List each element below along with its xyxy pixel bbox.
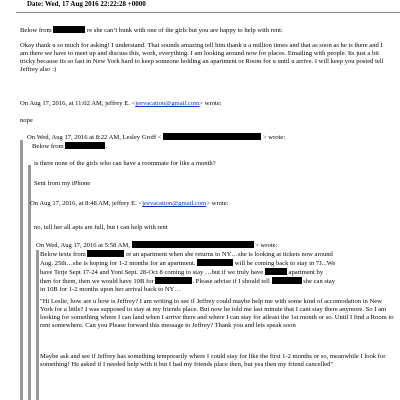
msg2-question: is there none of the girls who can have a roommate for like a month? (34, 160, 216, 167)
msg4-l4c: she can stay (303, 278, 336, 286)
msg3-body: no, tell her all apts are full, but i can help with rent (34, 224, 168, 231)
quote-bar-1 (20, 140, 23, 400)
header-divider (16, 12, 400, 13)
redaction-block (155, 277, 192, 284)
redaction-block (163, 133, 261, 140)
msg4-header-pre: On Wed, Aug 17, 2016 at 5:58 AM, (36, 242, 130, 249)
msg4-header-post: > wrote: (255, 242, 278, 249)
msg4-l3a: have Terje Sept 17-24 and Yoni Sept. 28-Oct 8 coming to stay …but if we truly have (40, 269, 264, 277)
msg2-sent: Sent from my iPhone (34, 180, 91, 187)
msg4-body (40, 250, 396, 294)
msg4-l4a: then for them, then we would have 10B for (40, 278, 154, 286)
email-link[interactable]: jeevacation@gmail.com (142, 200, 207, 207)
msg2-below-pre: Below from (32, 143, 64, 150)
redaction-block (265, 268, 287, 275)
redaction-block (65, 142, 105, 149)
redaction-block (132, 241, 254, 248)
period: . (105, 143, 107, 150)
msg1-header (20, 100, 392, 108)
intro-line-pre: Below from (20, 27, 52, 34)
intro-line (20, 26, 392, 35)
redaction-block (197, 259, 233, 266)
msg1-body: nope (20, 117, 33, 124)
msg4-l5: in 10B for 1-2 months upon her arrival back to NY… (40, 286, 182, 294)
intro-line-post: re she can’t bunk with one of the girls but you are happy to help with rent: (87, 27, 283, 34)
msg2-below (32, 142, 400, 151)
msg3-header (30, 200, 400, 208)
msg1-header-post: > wrote: (199, 100, 222, 107)
msg4-l2b: will be coming back to stay in 7J...We (234, 260, 336, 268)
msg2-header-post: > wrote: (262, 134, 286, 141)
msg3-header-post: > wrote: (206, 200, 229, 207)
msg4-l1b: re an apartment when she returns to NY…she is looking at tickets now around (126, 251, 333, 258)
msg4-l3b: apartment by (288, 269, 324, 277)
email-date: Date: Wed, 17 Aug 2016 22:22:28 +0000 (27, 0, 146, 8)
msg4-l1a: Below texts from (40, 251, 86, 258)
msg4-quote-1: "Hi Leslie, how are u how is Jeffrey? I am writing to see if Jeffrey could maybe help me with some kind of accomodation in New York for a little? I was supposed to stay at my friends place. But now he told me last minute that I cant stay there anymore. So I am looking for something where I can land when I arrive there and where I can stay for atleast the 1st month or so. Until I find a Room to rent somewhere. Can you Please forward this message to Jeffrey? Thank you and lets speak soon (40, 298, 394, 330)
msg2-header-pre: On Wed, Aug 17, 2016 at 8:22 AM, Lesley Groff < (27, 134, 162, 141)
email-link[interactable]: jeevacation@gmail.com (135, 100, 200, 107)
redaction-block (272, 277, 302, 284)
msg4-l4b: . Please advise if I should tell (192, 278, 270, 286)
msg4-quote-2: Maybe ask and see if Jeffrey has something temporarily where I could stay for like the first 1-2 months or so, meanwhile I look for something! He asked if I needed help with it but I had my friends place then, but yea then my friend cancelled" (40, 353, 386, 369)
redaction-block (53, 26, 85, 33)
msg4-header (36, 241, 400, 250)
msg2-header (27, 133, 399, 142)
redaction-block (87, 250, 124, 257)
quote-bar-3 (36, 250, 39, 400)
msg4-l2a: Aug. 25th…she is hoping for 1-2 months for an apartment. (40, 260, 196, 268)
intro-paragraph: Okay thank u so much for asking! I understand. That sounds amazing tell him thank u a million times and that as soon as he is there and I am there we have to meet up and discuss this, work, everything. I am looking around now for places. Emailing with people. Its just a bit tricky because its so fast in New York hard to keep someone holding an apartment or Room for u until u arrive. I will keep you posted tell Jeffrey also :) (20, 42, 384, 74)
msg1-header-pre: On Aug 17, 2016, at 11:02 AM, jeffrey E. < (20, 100, 136, 107)
msg3-header-pre: On Aug 17, 2016, at 8:48 AM, jeffrey E. < (30, 200, 143, 207)
